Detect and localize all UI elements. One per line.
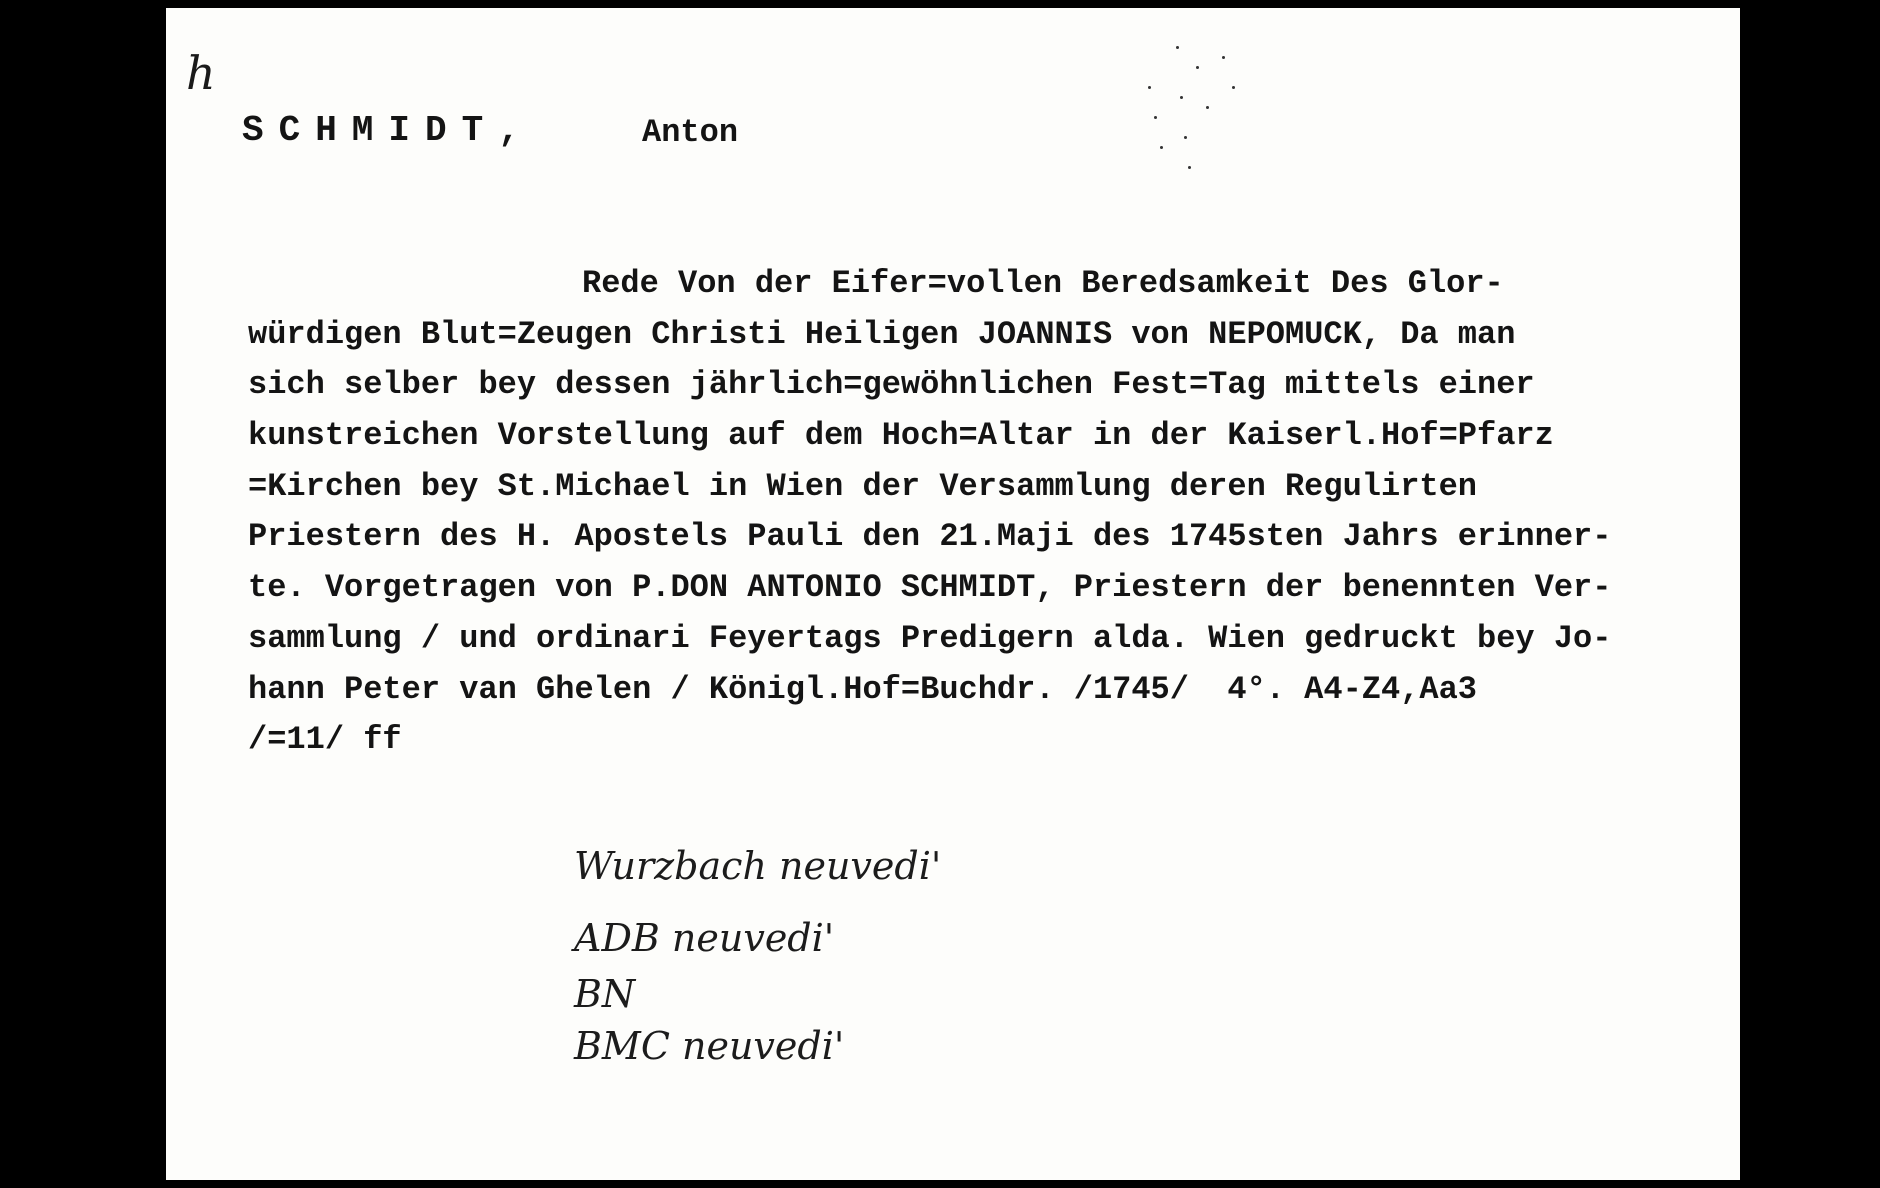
entry-line: /=11/ ff [248,721,402,758]
entry-line: Rede Von der Eifer=vollen Beredsamkeit Des Glor- [582,265,1504,302]
entry-line: Priestern des H. Apostels Pauli den 21.Maji des 1745sten Jahrs erinner- [248,518,1612,555]
entry-line: kunstreichen Vorstellung auf dem Hoch=Altar in der Kaiserl.Hof=Pfarz [248,417,1554,454]
entry-line: sich selber bey dessen jährlich=gewöhnlichen Fest=Tag mittels einer [248,366,1535,403]
author-forename: Anton [642,114,739,151]
corner-handwritten-mark: h [186,46,216,100]
handwritten-note: BN [574,972,636,1016]
handwritten-note: BMC neuvedi' [574,1024,845,1068]
stamp-residue [1136,26,1266,206]
entry-line: te. Vorgetragen von P.DON ANTONIO SCHMIDT, Priestern der benennten Ver- [248,569,1612,606]
author-surname: SCHMIDT, [242,110,535,151]
handwritten-note: ADB neuvedi' [574,916,835,960]
handwritten-note: Wurzbach neuvedi' [574,844,942,888]
entry-line: hann Peter van Ghelen / Königl.Hof=Buchdr. /1745/ 4°. A4-Z4,Aa3 [248,671,1477,708]
entry-line: sammlung / und ordinari Feyertags Predigern alda. Wien gedruckt bey Jo- [248,620,1612,657]
entry-line: =Kirchen bey St.Michael in Wien der Versammlung deren Regulirten [248,468,1477,505]
entry-line: würdigen Blut=Zeugen Christi Heiligen JOANNIS von NEPOMUCK, Da man [248,316,1516,353]
catalog-card [166,8,1740,1180]
